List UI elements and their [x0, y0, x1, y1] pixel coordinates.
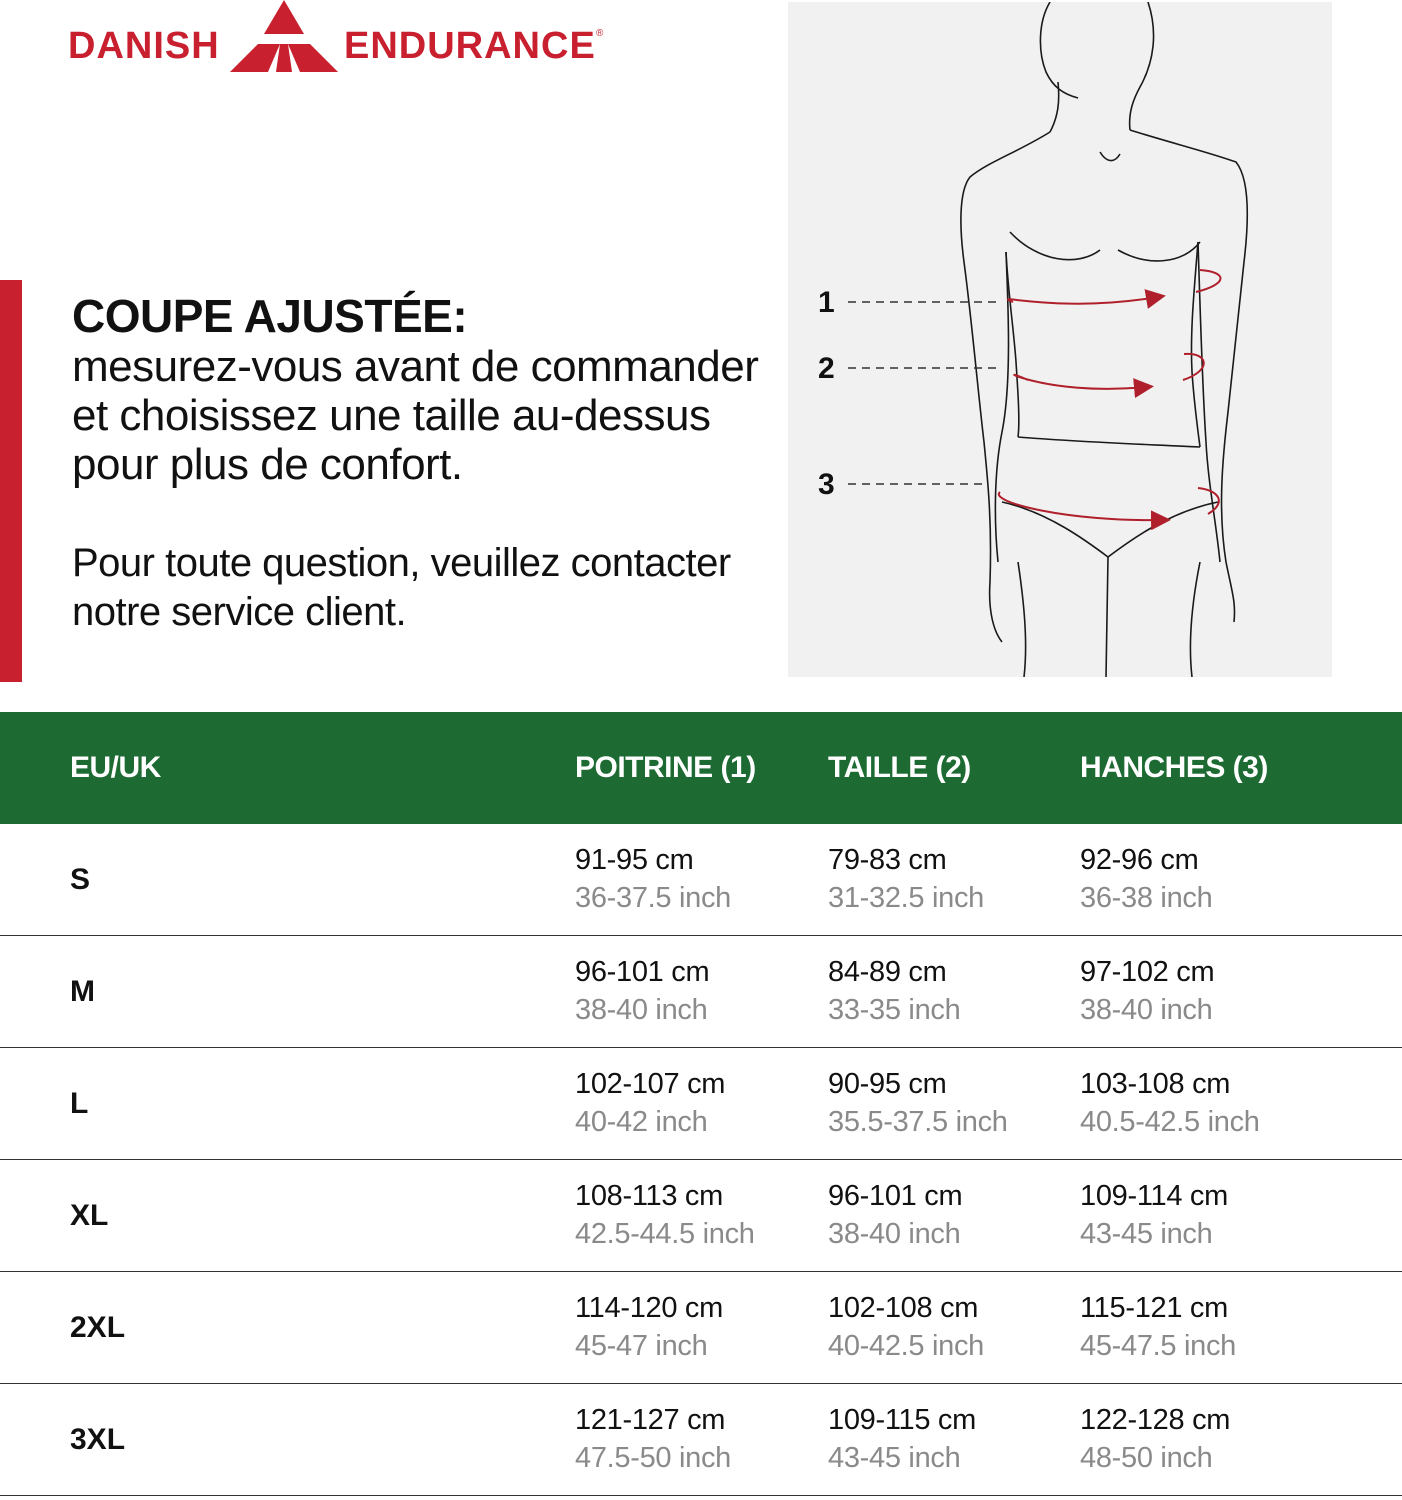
waist-cm: 96-101 cm	[828, 1180, 963, 1212]
waist-inch: 38-40 inch	[828, 1218, 961, 1250]
chest-cm: 91-95 cm	[575, 844, 694, 876]
table-header	[0, 712, 1402, 824]
brand-word-right: ENDURANCE	[344, 25, 596, 67]
waist-cell	[828, 954, 960, 1030]
waist-cell	[828, 1290, 984, 1366]
hips-cell	[1080, 842, 1212, 918]
size-label: XL	[70, 1199, 109, 1232]
waist-inch: 43-45 inch	[828, 1442, 961, 1474]
waist-cm: 84-89 cm	[828, 956, 947, 988]
marker-chest: 1	[818, 286, 835, 319]
table-row	[0, 1384, 1402, 1496]
hips-cell	[1080, 1178, 1228, 1254]
size-table	[0, 712, 1402, 1496]
chest-cm: 108-113 cm	[575, 1180, 723, 1212]
hips-cm: 115-121 cm	[1080, 1292, 1228, 1324]
waist-inch: 35.5-37.5 inch	[828, 1106, 1008, 1138]
chest-cm: 96-101 cm	[575, 956, 710, 988]
accent-bar	[0, 280, 22, 682]
hips-inch: 48-50 inch	[1080, 1442, 1213, 1474]
chest-cell	[575, 842, 731, 918]
chest-cm: 121-127 cm	[575, 1404, 726, 1436]
hips-cm: 109-114 cm	[1080, 1180, 1228, 1212]
chest-cell	[575, 1402, 731, 1478]
hips-inch: 36-38 inch	[1080, 882, 1213, 914]
hips-cm: 92-96 cm	[1080, 844, 1199, 876]
waist-cell	[828, 1066, 1008, 1142]
fit-heading: COUPE AJUSTÉE:	[72, 290, 468, 342]
hips-inch: 40.5-42.5 inch	[1080, 1106, 1260, 1138]
marker-hips: 3	[818, 468, 835, 501]
chest-inch: 45-47 inch	[575, 1330, 708, 1362]
table-row	[0, 1272, 1402, 1384]
hips-inch: 43-45 inch	[1080, 1218, 1213, 1250]
waist-inch: 31-32.5 inch	[828, 882, 985, 914]
chest-inch: 47.5-50 inch	[575, 1442, 732, 1474]
table-row	[0, 824, 1402, 936]
hips-cell	[1080, 1290, 1236, 1366]
measurement-guides	[788, 2, 1332, 677]
hips-inch: 45-47.5 inch	[1080, 1330, 1237, 1362]
hips-cell	[1080, 1402, 1230, 1478]
chest-inch: 40-42 inch	[575, 1106, 708, 1138]
contact-note: Pour toute question, veuillez contacter notre service client.	[72, 541, 731, 634]
hips-cm: 103-108 cm	[1080, 1068, 1231, 1100]
chest-inch: 42.5-44.5 inch	[575, 1218, 755, 1250]
chest-cell	[575, 954, 709, 1030]
waist-inch: 33-35 inch	[828, 994, 961, 1026]
chest-inch: 36-37.5 inch	[575, 882, 732, 914]
waist-cm: 109-115 cm	[828, 1404, 976, 1436]
table-row	[0, 1160, 1402, 1272]
header-chest: POITRINE (1)	[575, 751, 756, 784]
waist-cell	[828, 1178, 962, 1254]
size-label: S	[70, 863, 91, 896]
table-row	[0, 1048, 1402, 1160]
waist-cm: 102-108 cm	[828, 1292, 979, 1324]
fit-advice: mesurez-vous avant de commander et choisissez une taille au-dessus pour plus de confort.	[72, 342, 759, 489]
chest-cell	[575, 1066, 725, 1142]
size-label: 3XL	[70, 1423, 126, 1456]
header-size: EU/UK	[70, 751, 161, 784]
table-row	[0, 936, 1402, 1048]
waist-cm: 79-83 cm	[828, 844, 947, 876]
intro-section	[72, 290, 772, 637]
waist-inch: 40-42.5 inch	[828, 1330, 985, 1362]
waist-cell	[828, 1402, 976, 1478]
measurement-figure	[788, 2, 1332, 677]
brand-word-left: DANISH	[68, 25, 220, 67]
chest-inch: 38-40 inch	[575, 994, 708, 1026]
chest-cell	[575, 1178, 755, 1254]
size-label: 2XL	[70, 1311, 126, 1344]
header-waist: TAILLE (2)	[828, 751, 971, 784]
chest-cell	[575, 1290, 723, 1366]
brand-logo	[68, 0, 628, 76]
marker-waist: 2	[818, 352, 835, 385]
header-hips: HANCHES (3)	[1080, 751, 1268, 784]
size-label: M	[70, 975, 95, 1008]
chest-cm: 114-120 cm	[575, 1292, 723, 1324]
waist-cm: 90-95 cm	[828, 1068, 947, 1100]
brand-mountain-icon	[228, 0, 340, 76]
hips-cm: 97-102 cm	[1080, 956, 1215, 988]
hips-cell	[1080, 954, 1214, 1030]
hips-inch: 38-40 inch	[1080, 994, 1213, 1026]
size-label: L	[70, 1087, 89, 1120]
registered-mark: ®	[596, 28, 604, 39]
hips-cell	[1080, 1066, 1260, 1142]
waist-cell	[828, 842, 984, 918]
chest-cm: 102-107 cm	[575, 1068, 726, 1100]
hips-cm: 122-128 cm	[1080, 1404, 1231, 1436]
